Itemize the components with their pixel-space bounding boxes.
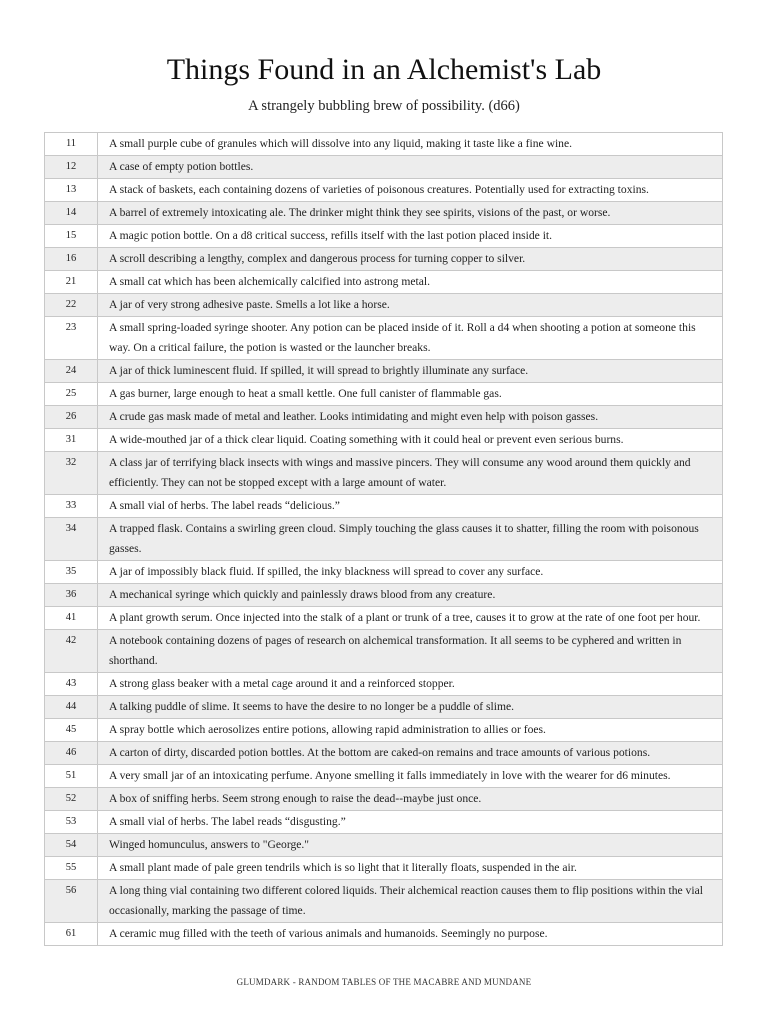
result-text: A notebook containing dozens of pages of research on alchemical transformation. It all seems to be cyphered and written in shorthand.	[98, 630, 723, 673]
table-row	[45, 429, 723, 452]
roll-number: 61	[45, 923, 98, 946]
result-text: A talking puddle of slime. It seems to have the desire to no longer be a puddle of slime.	[98, 696, 723, 719]
result-text: A small spring-loaded syringe shooter. Any potion can be placed inside of it. Roll a d4 when shooting a potion at someone this way. On a critical failure, the potion is wasted or the launcher breaks.	[98, 317, 723, 360]
result-text: A case of empty potion bottles.	[98, 156, 723, 179]
table-row	[45, 673, 723, 696]
roll-number: 13	[45, 179, 98, 202]
roll-number: 34	[45, 518, 98, 561]
table-row	[45, 294, 723, 317]
result-text: A stack of baskets, each containing dozens of varieties of poisonous creatures. Potentially used for extracting toxins.	[98, 179, 723, 202]
roll-number: 22	[45, 294, 98, 317]
roll-number: 54	[45, 834, 98, 857]
roll-number: 16	[45, 248, 98, 271]
table-row	[45, 406, 723, 429]
table-row	[45, 788, 723, 811]
result-text: A jar of thick luminescent fluid. If spilled, it will spread to brightly illuminate any surface.	[98, 360, 723, 383]
page-footer: GLUMDARK - RANDOM TABLES OF THE MACABRE AND MUNDANE	[236, 977, 532, 987]
result-text: A small plant made of pale green tendrils which is so light that it literally floats, suspended in the air.	[98, 857, 723, 880]
result-text: A trapped flask. Contains a swirling green cloud. Simply touching the glass causes it to shatter, filling the room with poisonous gasses.	[98, 518, 723, 561]
table-row	[45, 495, 723, 518]
table-row	[45, 719, 723, 742]
result-text: A mechanical syringe which quickly and painlessly draws blood from any creature.	[98, 584, 723, 607]
roll-number: 52	[45, 788, 98, 811]
table-row	[45, 452, 723, 495]
page-title: Things Found in an Alchemist's Lab	[166, 53, 602, 86]
result-text: A spray bottle which aerosolizes entire potions, allowing rapid administration to allies or foes.	[98, 719, 723, 742]
table-row	[45, 156, 723, 179]
roll-number: 12	[45, 156, 98, 179]
result-text: A strong glass beaker with a metal cage around it and a reinforced stopper.	[98, 673, 723, 696]
table-row	[45, 834, 723, 857]
roll-number: 55	[45, 857, 98, 880]
table-row	[45, 317, 723, 360]
result-text: A jar of impossibly black fluid. If spilled, the inky blackness will spread to cover any surface.	[98, 561, 723, 584]
d66-table-container	[44, 132, 723, 946]
roll-number: 43	[45, 673, 98, 696]
roll-number: 35	[45, 561, 98, 584]
result-text: A plant growth serum. Once injected into the stalk of a plant or trunk of a tree, causes it to grow at the rate of one foot per hour.	[98, 607, 723, 630]
table-row	[45, 811, 723, 834]
table-row	[45, 696, 723, 719]
result-text: A jar of very strong adhesive paste. Smells a lot like a horse.	[98, 294, 723, 317]
result-text: A gas burner, large enough to heat a small kettle. One full canister of flammable gas.	[98, 383, 723, 406]
roll-number: 36	[45, 584, 98, 607]
roll-number: 31	[45, 429, 98, 452]
result-text: A box of sniffing herbs. Seem strong enough to raise the dead--maybe just once.	[98, 788, 723, 811]
roll-number: 15	[45, 225, 98, 248]
roll-number: 24	[45, 360, 98, 383]
result-text: Winged homunculus, answers to "George."	[98, 834, 723, 857]
table-row	[45, 857, 723, 880]
table-row	[45, 765, 723, 788]
roll-number: 42	[45, 630, 98, 673]
table-row	[45, 518, 723, 561]
table-row	[45, 880, 723, 923]
result-text: A barrel of extremely intoxicating ale. The drinker might think they see spirits, visions of the past, or worse.	[98, 202, 723, 225]
result-text: A crude gas mask made of metal and leather. Looks intimidating and might even help with poison gasses.	[98, 406, 723, 429]
table-row	[45, 383, 723, 406]
result-text: A wide-mouthed jar of a thick clear liquid. Coating something with it could heal or prevent even serious burns.	[98, 429, 723, 452]
page-subtitle: A strangely bubbling brew of possibility. (d66)	[248, 98, 520, 114]
roll-number: 45	[45, 719, 98, 742]
result-text: A small purple cube of granules which will dissolve into any liquid, making it taste like a fine wine.	[98, 133, 723, 156]
roll-number: 44	[45, 696, 98, 719]
roll-number: 33	[45, 495, 98, 518]
table-row	[45, 923, 723, 946]
roll-number: 14	[45, 202, 98, 225]
roll-number: 41	[45, 607, 98, 630]
roll-number: 56	[45, 880, 98, 923]
roll-number: 21	[45, 271, 98, 294]
result-text: A scroll describing a lengthy, complex and dangerous process for turning copper to silver.	[98, 248, 723, 271]
result-text: A small vial of herbs. The label reads “delicious.”	[98, 495, 723, 518]
roll-number: 11	[45, 133, 98, 156]
table-row	[45, 271, 723, 294]
result-text: A small cat which has been alchemically calcified into astrong metal.	[98, 271, 723, 294]
result-text: A small vial of herbs. The label reads “disgusting.”	[98, 811, 723, 834]
result-text: A ceramic mug filled with the teeth of various animals and humanoids. Seemingly no purpose.	[98, 923, 723, 946]
roll-number: 53	[45, 811, 98, 834]
roll-number: 32	[45, 452, 98, 495]
table-row	[45, 225, 723, 248]
roll-number: 51	[45, 765, 98, 788]
roll-number: 23	[45, 317, 98, 360]
roll-number: 25	[45, 383, 98, 406]
table-row	[45, 630, 723, 673]
table-row	[45, 179, 723, 202]
d66-table	[44, 132, 723, 946]
table-row	[45, 360, 723, 383]
result-text: A carton of dirty, discarded potion bottles. At the bottom are caked-on remains and trace amounts of various potions.	[98, 742, 723, 765]
result-text: A very small jar of an intoxicating perfume. Anyone smelling it falls immediately in love with the wearer for d6 minutes.	[98, 765, 723, 788]
table-row	[45, 202, 723, 225]
table-row	[45, 561, 723, 584]
roll-number: 46	[45, 742, 98, 765]
table-row	[45, 133, 723, 156]
table-body	[45, 133, 723, 946]
table-row	[45, 584, 723, 607]
table-row	[45, 248, 723, 271]
result-text: A class jar of terrifying black insects with wings and massive pincers. They will consume any wood around them quickly and efficiently. They can not be stopped except with a large amount of water.	[98, 452, 723, 495]
result-text: A magic potion bottle. On a d8 critical success, refills itself with the last potion placed inside it.	[98, 225, 723, 248]
result-text: A long thing vial containing two different colored liquids. Their alchemical reaction causes them to flip positions within the vial occasionally, marking the passage of time.	[98, 880, 723, 923]
roll-number: 26	[45, 406, 98, 429]
table-row	[45, 607, 723, 630]
table-row	[45, 742, 723, 765]
